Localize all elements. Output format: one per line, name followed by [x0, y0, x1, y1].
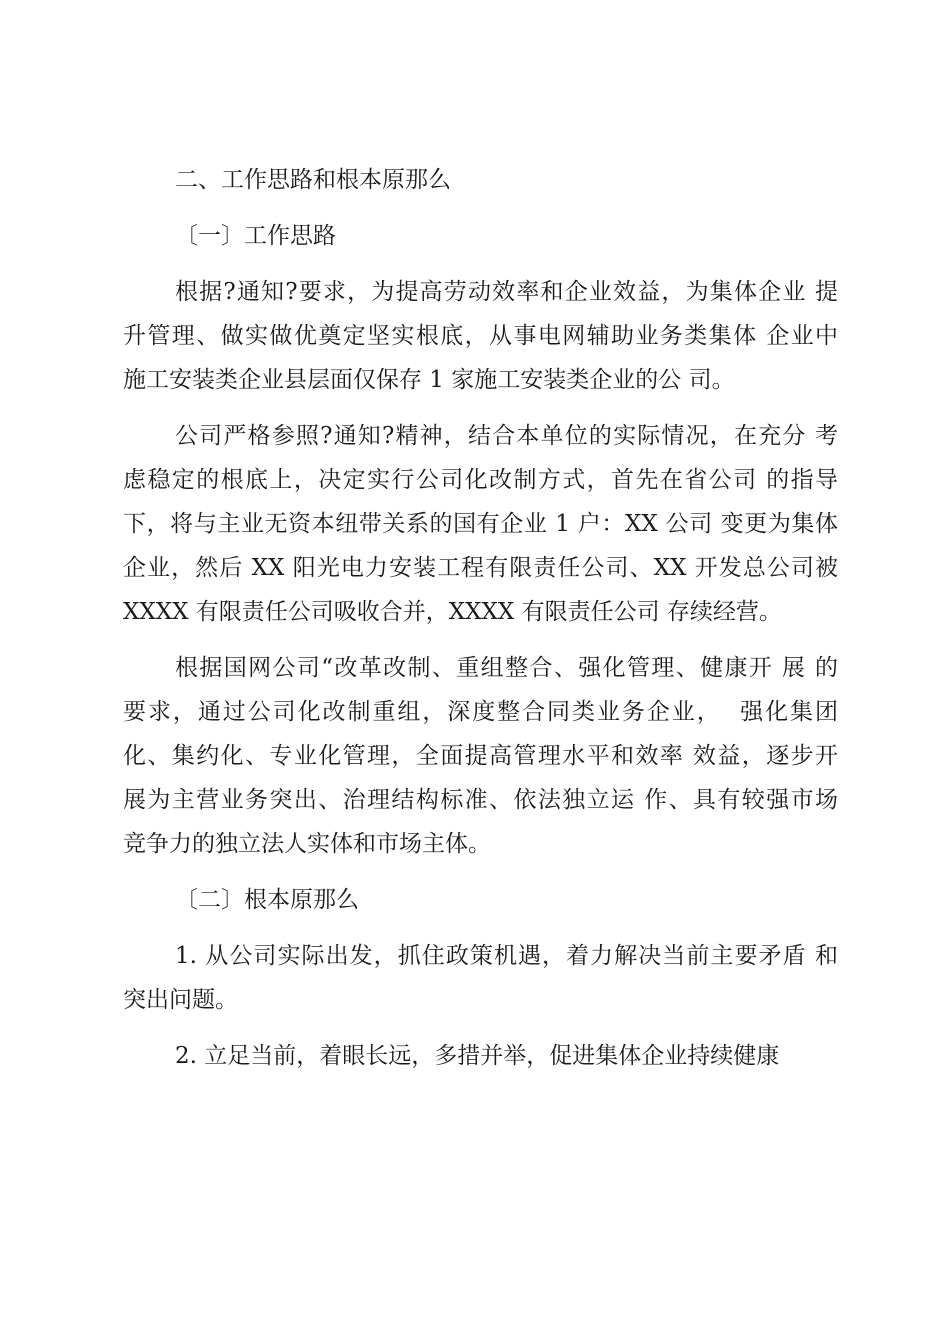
paragraph-line: 公司严格参照?通知?精神，结合本单位的实际情况，在充分 考 [175, 423, 838, 449]
paragraph [123, 270, 838, 402]
paragraph-line: XXXX 有限责任公司吸收合并，XXXX 有限责任公司 存续经营。 [123, 599, 782, 625]
paragraph-line: 突出问题。 [123, 987, 238, 1013]
paragraph [123, 414, 838, 634]
paragraph-line: 展为主营业务突出、治理结构标准、依法独立运 作、具有较强市场 [123, 787, 838, 813]
paragraph-line: 化、集约化、专业化管理，全面提高管理水平和效率 效益，逐步开 [123, 743, 838, 769]
paragraph-line: 2. 立足当前，着眼长远，多措并举，促进集体企业持续健康 [175, 1043, 780, 1069]
list-item [123, 1034, 838, 1078]
list-item [123, 934, 838, 1022]
section-heading: 二、工作思路和根本原那么 [175, 167, 451, 193]
paragraph-line: 根据国网公司“改革改制、重组整合、强化管理、健康开 展 的 [175, 655, 838, 681]
document-body [123, 158, 838, 1078]
subsection-heading: 〔一〕工作思路 [175, 223, 336, 249]
paragraph-line: 虑稳定的根底上，决定实行公司化改制方式，首先在省公司 的指导 [123, 467, 838, 493]
subsection-heading: 〔二〕根本原那么 [175, 887, 359, 913]
paragraph-line: 施工安装类企业县层面仅保存 1 家施工安装类企业的公 司。 [123, 367, 735, 393]
paragraph-line: 根据?通知?要求，为提高劳动效率和企业效益，为集体企业 提 [175, 279, 838, 305]
paragraph-line: 升管理、做实做优奠定坚实根底，从事电网辅助业务类集体 企业中 [123, 323, 838, 349]
paragraph [123, 646, 838, 866]
paragraph-line: 竞争力的独立法人实体和市场主体。 [123, 831, 491, 857]
paragraph-line: 要求，通过公司化改制重组，深度整合同类业务企业， 强化集团 [123, 699, 838, 725]
paragraph-line: 下，将与主业无资本纽带关系的国有企业 1 户：XX 公司 变更为集体 [123, 511, 838, 537]
paragraph-line: 企业，然后 XX 阳光电力安装工程有限责任公司、XX 开发总公司被 [123, 555, 838, 581]
paragraph-line: 1. 从公司实际出发，抓住政策机遇，着力解决当前主要矛盾 和 [175, 943, 838, 969]
